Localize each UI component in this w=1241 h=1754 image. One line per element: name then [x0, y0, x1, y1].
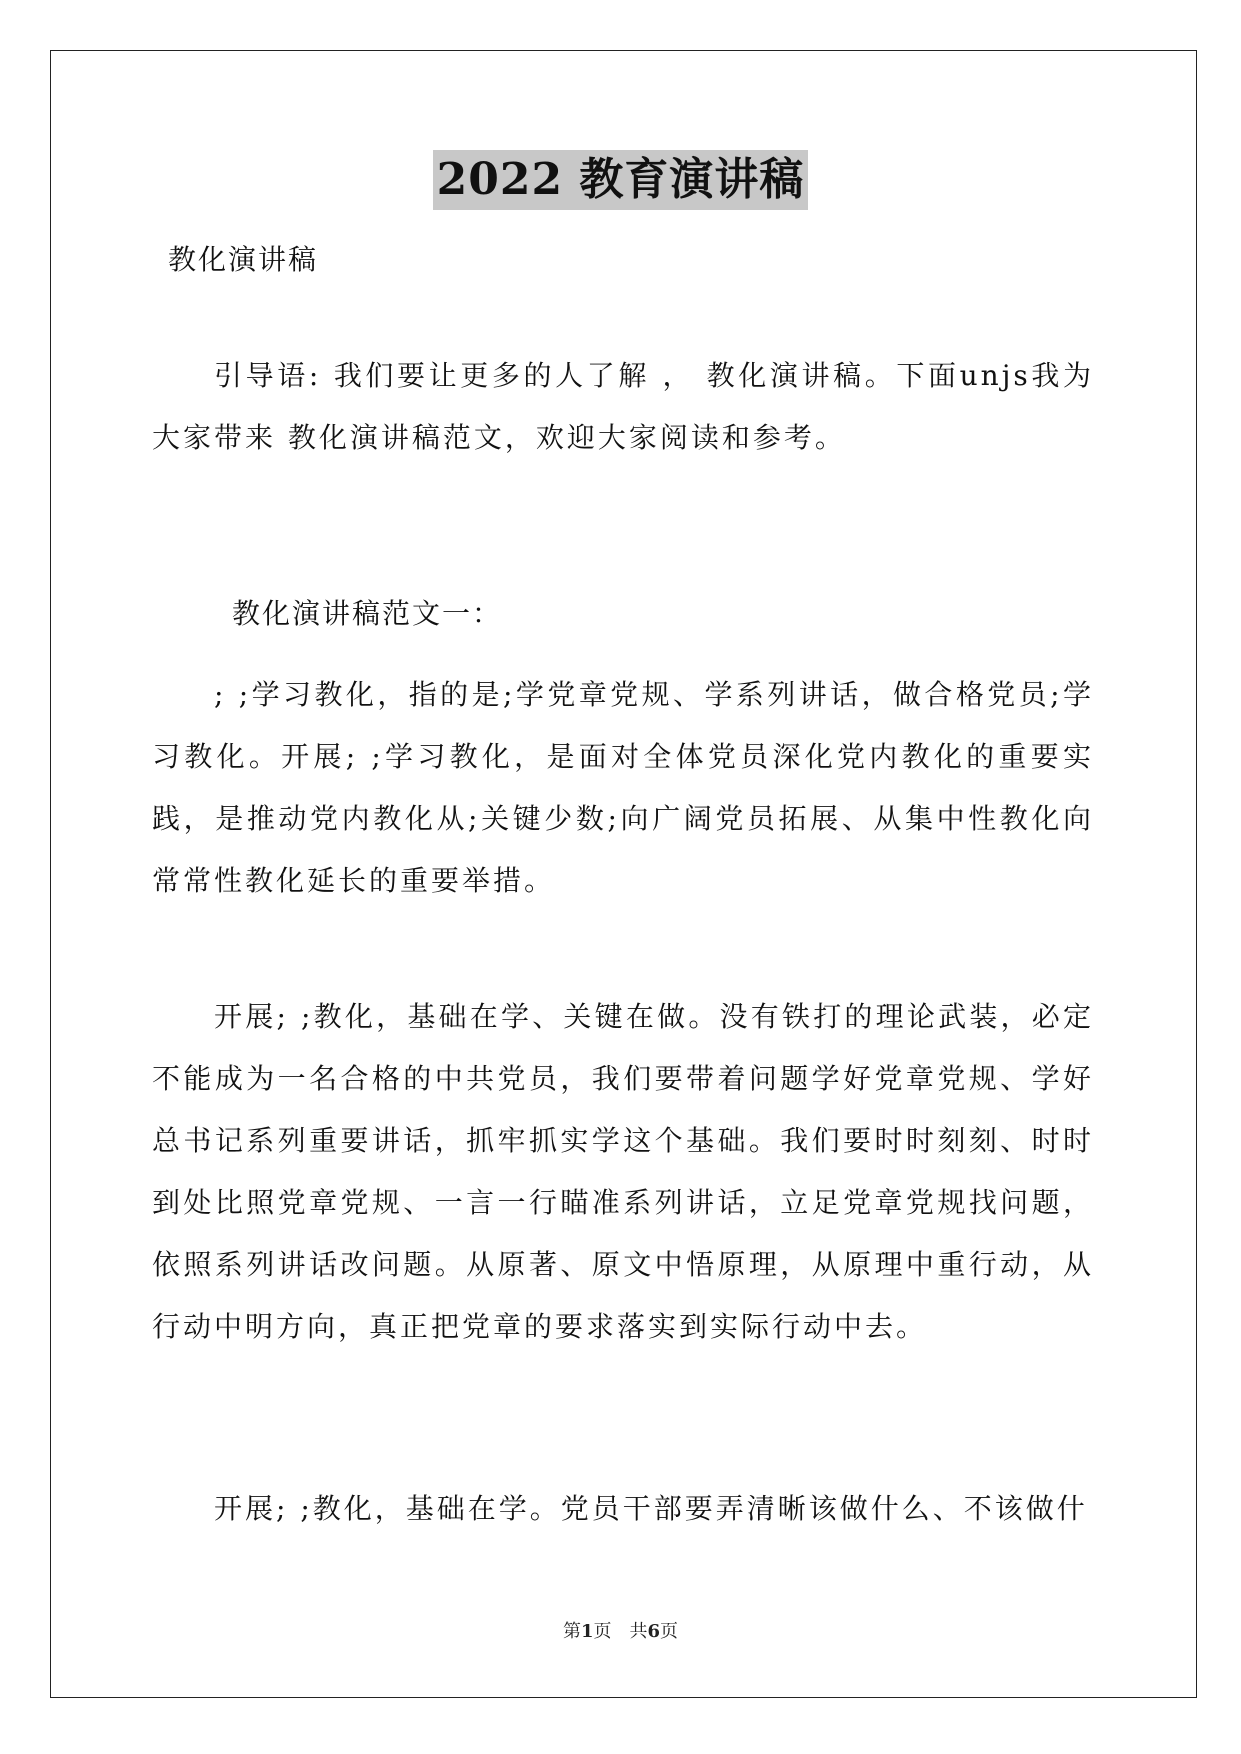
- body-paragraph-1: ; ;学习教化，指的是;学党章党规、学系列讲话，做合格党员;学习教化。开展; ;学习教化，是面对全体党员深化党内教化的重要实践，是推动党内教化从;关键少数;向广阔党员拓展、从集中性教化向常常性教化延长的重要举措。: [152, 678, 1094, 897]
- document-title: 2022 教育演讲稿: [433, 150, 809, 210]
- footer-page-prefix: 第: [562, 1621, 581, 1642]
- footer-total-pages: 6: [647, 1621, 661, 1642]
- page-footer: [0, 1620, 1241, 1644]
- footer-page-suffix: 页: [660, 1621, 679, 1642]
- body-paragraph-2: 开展; ;教化，基础在学、关键在做。没有铁打的理论武装，必定不能成为一名合格的中共党员，我们要带着问题学好党章党规、学好总书记系列重要讲话，抓牢抓实学这个基础。我们要时时刻刻、时时到处比照党章党规、一言一行瞄准系列讲话，立足党章党规找问题，依照系列讲话改问题。从原著、原文中悟原理，从原理中重行动，从行动中明方向，真正把党章的要求落实到实际行动中去。: [152, 1000, 1094, 1343]
- footer-page-mid: 页 共: [593, 1621, 648, 1642]
- body-paragraph-3: 开展; ;教化，基础在学。党员干部要弄清晰该做什么、不该做什: [214, 1492, 1088, 1525]
- document-subtitle: 教化演讲稿: [168, 243, 319, 276]
- title-container: [0, 150, 1241, 210]
- footer-current-page: 1: [580, 1621, 594, 1642]
- section-heading: 教化演讲稿范文一：: [232, 597, 503, 630]
- intro-paragraph: 引导语: 我们要让更多的人了解 ， 教化演讲稿。下面unjs我为大家带来 教化演讲稿范文，欢迎大家阅读和参考。: [152, 359, 1094, 454]
